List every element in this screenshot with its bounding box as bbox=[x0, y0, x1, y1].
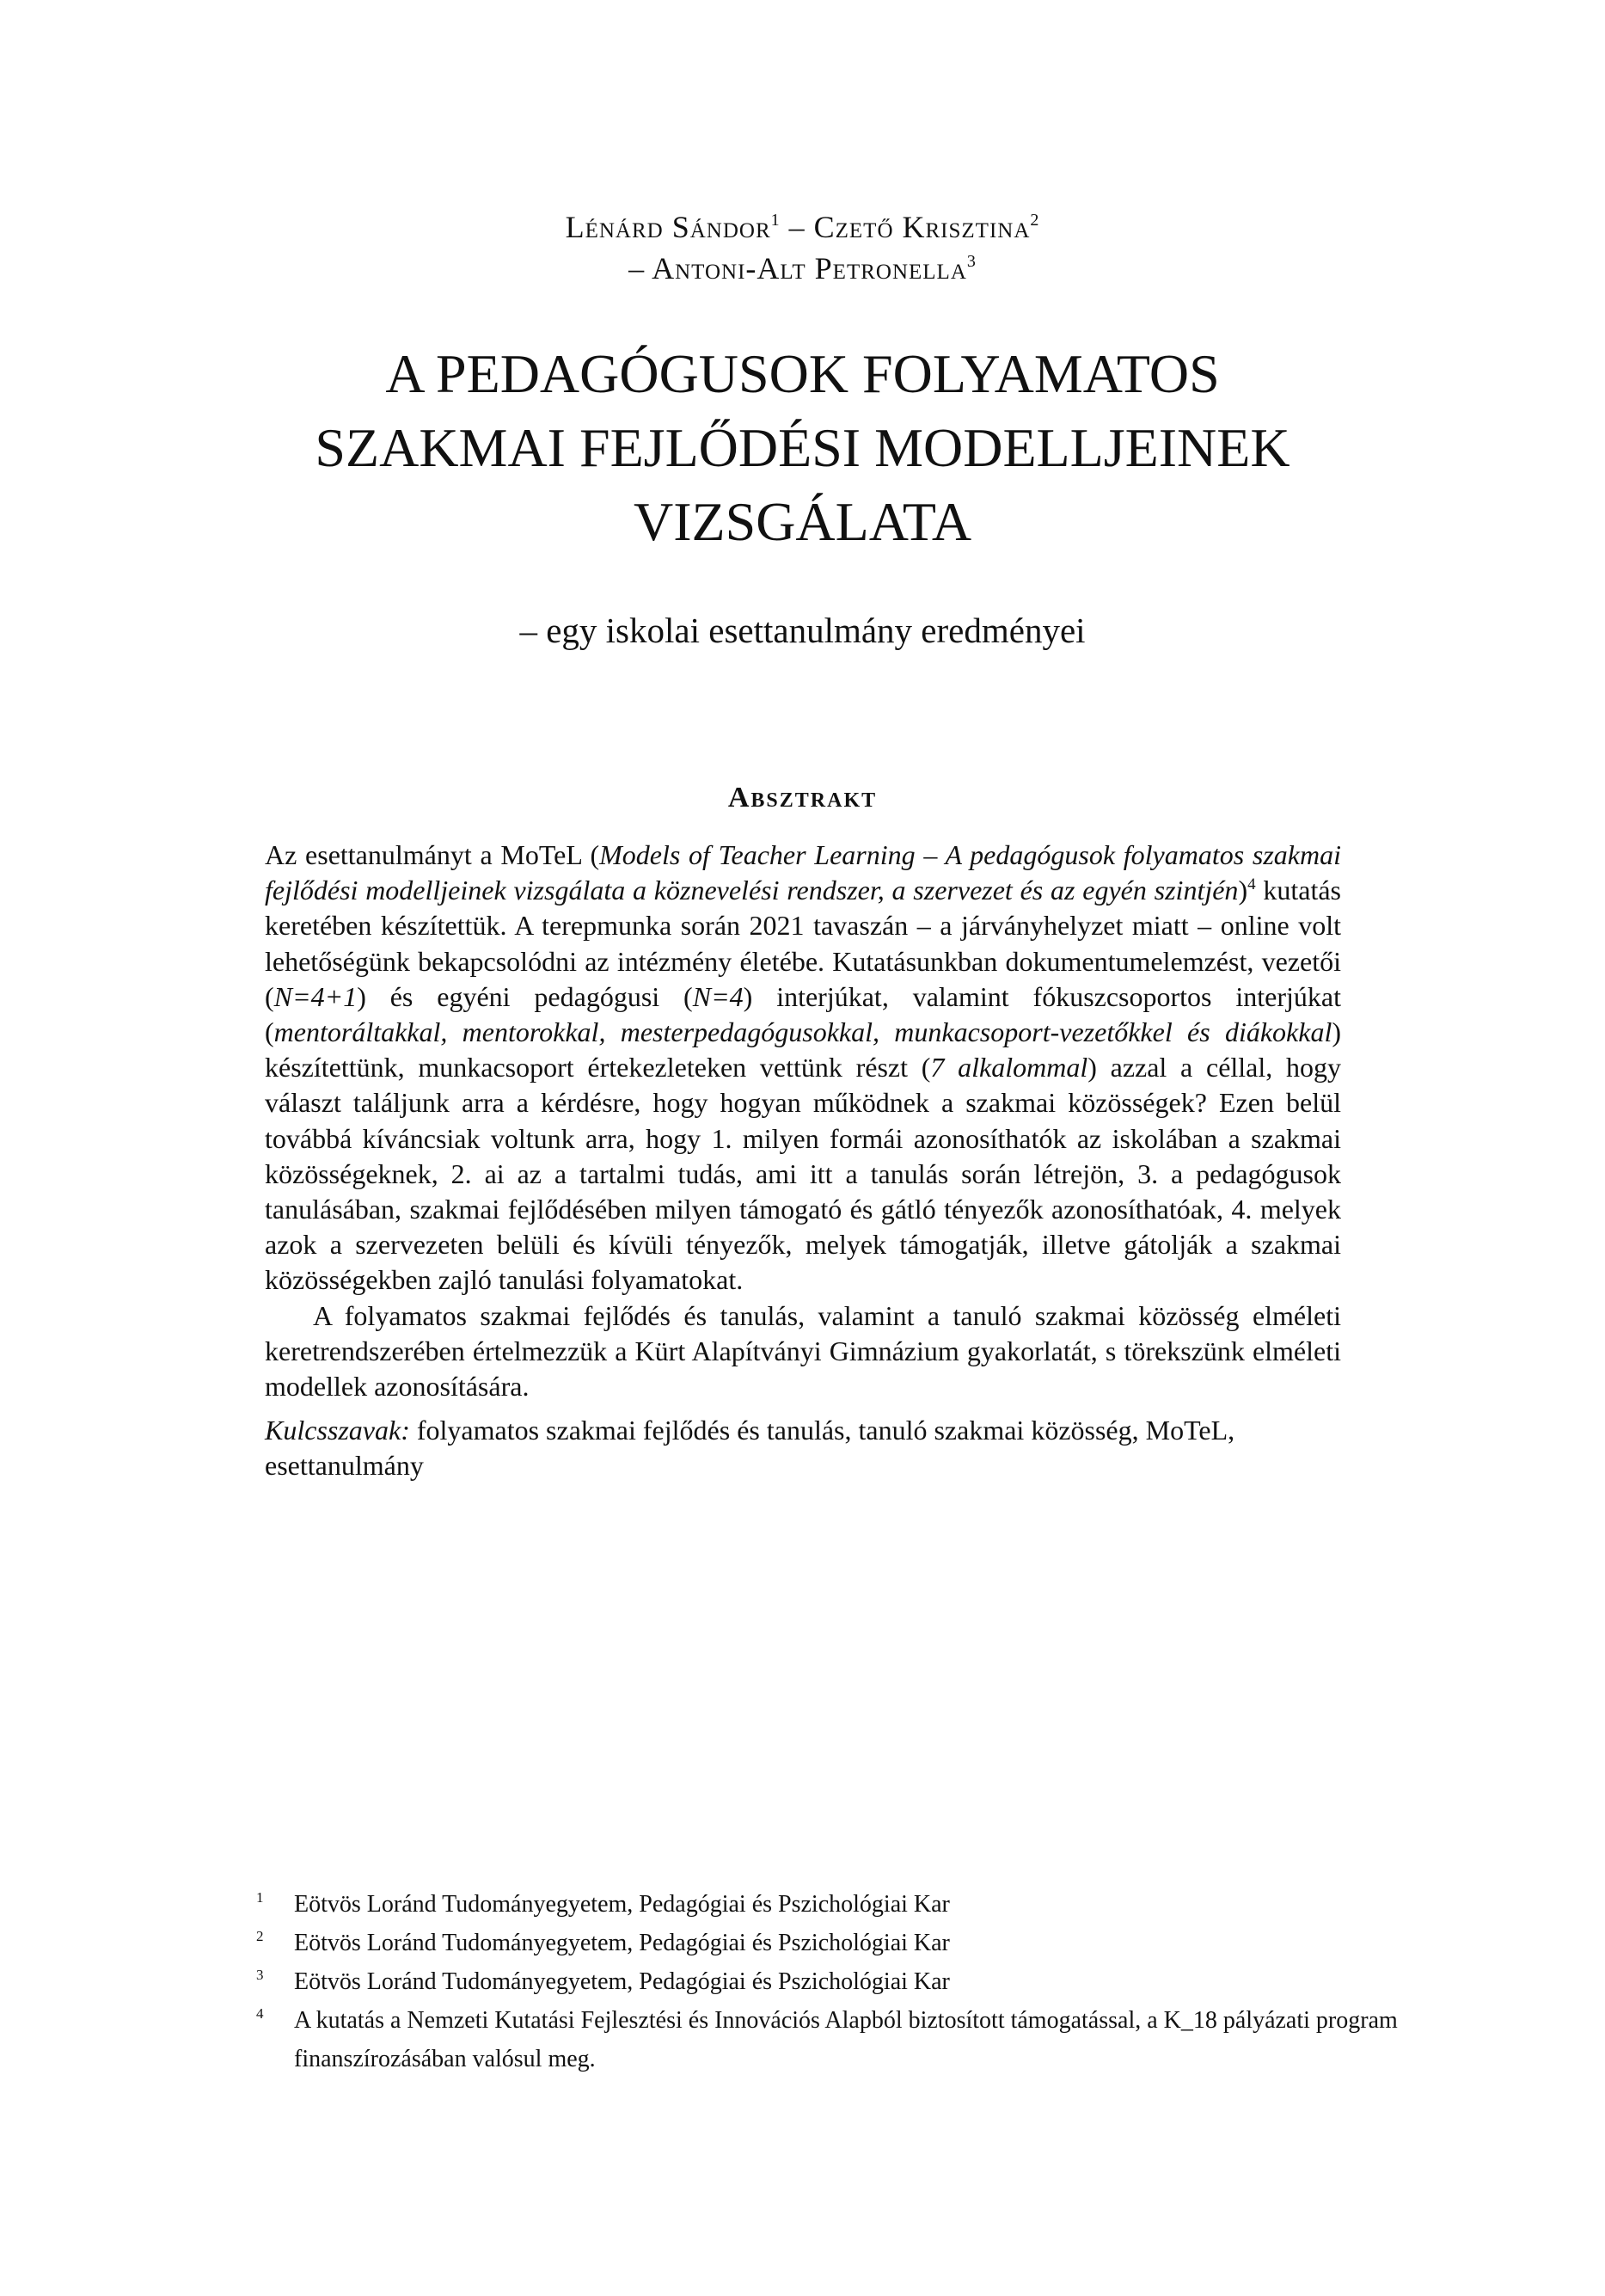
italic-run: N=4+1 bbox=[273, 980, 358, 1012]
text-run: Az esettanulmányt a MoTeL ( bbox=[265, 839, 600, 870]
footnote-number: 2 bbox=[256, 1928, 264, 1944]
italic-run: N=4 bbox=[692, 980, 744, 1012]
keywords bbox=[265, 1413, 1341, 1483]
footnote-ref: 2 bbox=[1030, 211, 1040, 230]
author-list bbox=[0, 206, 1605, 289]
keywords-list: folyamatos szakmai fejlődés és tanulás, tanuló szakmai közösség, MoTeL, esettanulmány bbox=[265, 1415, 1235, 1482]
footnote bbox=[256, 2001, 1463, 2078]
footnote bbox=[256, 1885, 1546, 1924]
author-line-1 bbox=[0, 206, 1605, 248]
italic-run: 7 alkalommal bbox=[930, 1052, 1088, 1084]
footnote-number: 3 bbox=[256, 1967, 264, 1983]
footnote-text: A kutatás a Nemzeti Kutatási Fejlesztési és Innovációs Alapból biztosított támogatással, a K_18 pályázati program finanszírozásában valósul meg. bbox=[294, 2007, 1398, 2072]
title-line: A PEDAGÓGUSOK FOLYAMATOS bbox=[385, 343, 1220, 404]
footnote-ref: 4 bbox=[1247, 875, 1256, 894]
text-run: ) interjúkat, valamint fókuszcsoportos interjúkat ( bbox=[265, 980, 1342, 1048]
text-run: kutatás keretében készítettük. A terepmunka során 2021 tavaszán – a járványhelyzet miatt – online volt lehetőségünk bekapcsolódni az intézmény életébe. Kutatásunkban dokumentumelemzést, vezetői ( bbox=[265, 875, 1342, 1012]
author-name: Lénárd Sándor bbox=[565, 210, 771, 244]
paper-subtitle: – egy iskolai esettanulmány eredményei bbox=[519, 611, 1086, 650]
footnote-text: Eötvös Loránd Tudományegyetem, Pedagógiai és Pszichológiai Kar bbox=[294, 1930, 950, 1956]
footnotes bbox=[256, 1885, 1546, 2078]
paper-title bbox=[0, 337, 1605, 559]
text-run: ) bbox=[1238, 875, 1248, 906]
text-run: ) készítettünk, munkacsoport értekezleteken vettünk részt ( bbox=[265, 1016, 1341, 1084]
author-line-2 bbox=[0, 248, 1605, 289]
footnote-number: 1 bbox=[256, 1889, 264, 1906]
title-line: VIZSGÁLATA bbox=[633, 491, 972, 552]
author-name: Czető Krisztina bbox=[813, 210, 1031, 244]
italic-run: mentoráltakkal, mentorokkal, mesterpedagógusokkal, munkacsoport-vezetőkkel és diákokkal bbox=[273, 1016, 1332, 1048]
abstract-heading: Absztrakt bbox=[727, 782, 878, 813]
title-line: SZAKMAI FEJLŐDÉSI MODELLJEINEK bbox=[315, 417, 1290, 478]
author-name: Antoni-Alt Petronella bbox=[652, 251, 967, 285]
text-run: ) azzal a céllal, hogy választ találjunk arra a kérdésre, hogy hogyan működnek a szakmai közösségek? Ezen belül továbbá kíváncsiak voltunk arra, hogy 1. milyen formái azonosíthatók az iskolában a szakmai közösségeknek, 2. ai az a tartalmi tudás, ami itt a tanulás során létrejön, 3. a pedagógusok tanulásában, szakmai fejlődésében milyen támogató és gátló tényezők azonosíthatóak, 4. melyek azok a szervezeten belüli és kívüli tényezők, melyek támogatják, illetve gátolják a szakmai közösségekben zajló tanulási folyamatokat. bbox=[265, 1052, 1341, 1296]
keywords-label: Kulcsszavak: bbox=[265, 1415, 410, 1446]
footnote bbox=[256, 1962, 1546, 2001]
footnote-number: 4 bbox=[256, 2005, 264, 2022]
abstract-paragraph bbox=[265, 838, 1341, 1298]
author-separator: – bbox=[788, 210, 806, 244]
italic-run: Models of Teacher Learning – A pedagógusok folyamatos szakmai fejlődési modelljeinek vizsgálata a köznevelési rendszer, a szervezet és az egyén szintjén bbox=[265, 839, 1341, 906]
text-run: ) és egyéni pedagógusi ( bbox=[357, 980, 693, 1012]
footnote-text: Eötvös Loránd Tudományegyetem, Pedagógiai és Pszichológiai Kar bbox=[294, 1968, 950, 1995]
footnote-ref: 1 bbox=[770, 211, 781, 230]
footnote-ref: 3 bbox=[966, 252, 977, 271]
abstract-body bbox=[265, 838, 1341, 1484]
footnote-text: Eötvös Loránd Tudományegyetem, Pedagógiai és Pszichológiai Kar bbox=[294, 1891, 950, 1918]
abstract-paragraph: A folyamatos szakmai fejlődés és tanulás, valamint a tanuló szakmai közösség elméleti keretrendszerében értelmezzük a Kürt Alapítványi Gimnázium gyakorlatát, s törekszünk elméleti modellek azonosítására. bbox=[265, 1299, 1341, 1403]
footnote bbox=[256, 1924, 1546, 1962]
author-separator: – bbox=[628, 251, 646, 285]
